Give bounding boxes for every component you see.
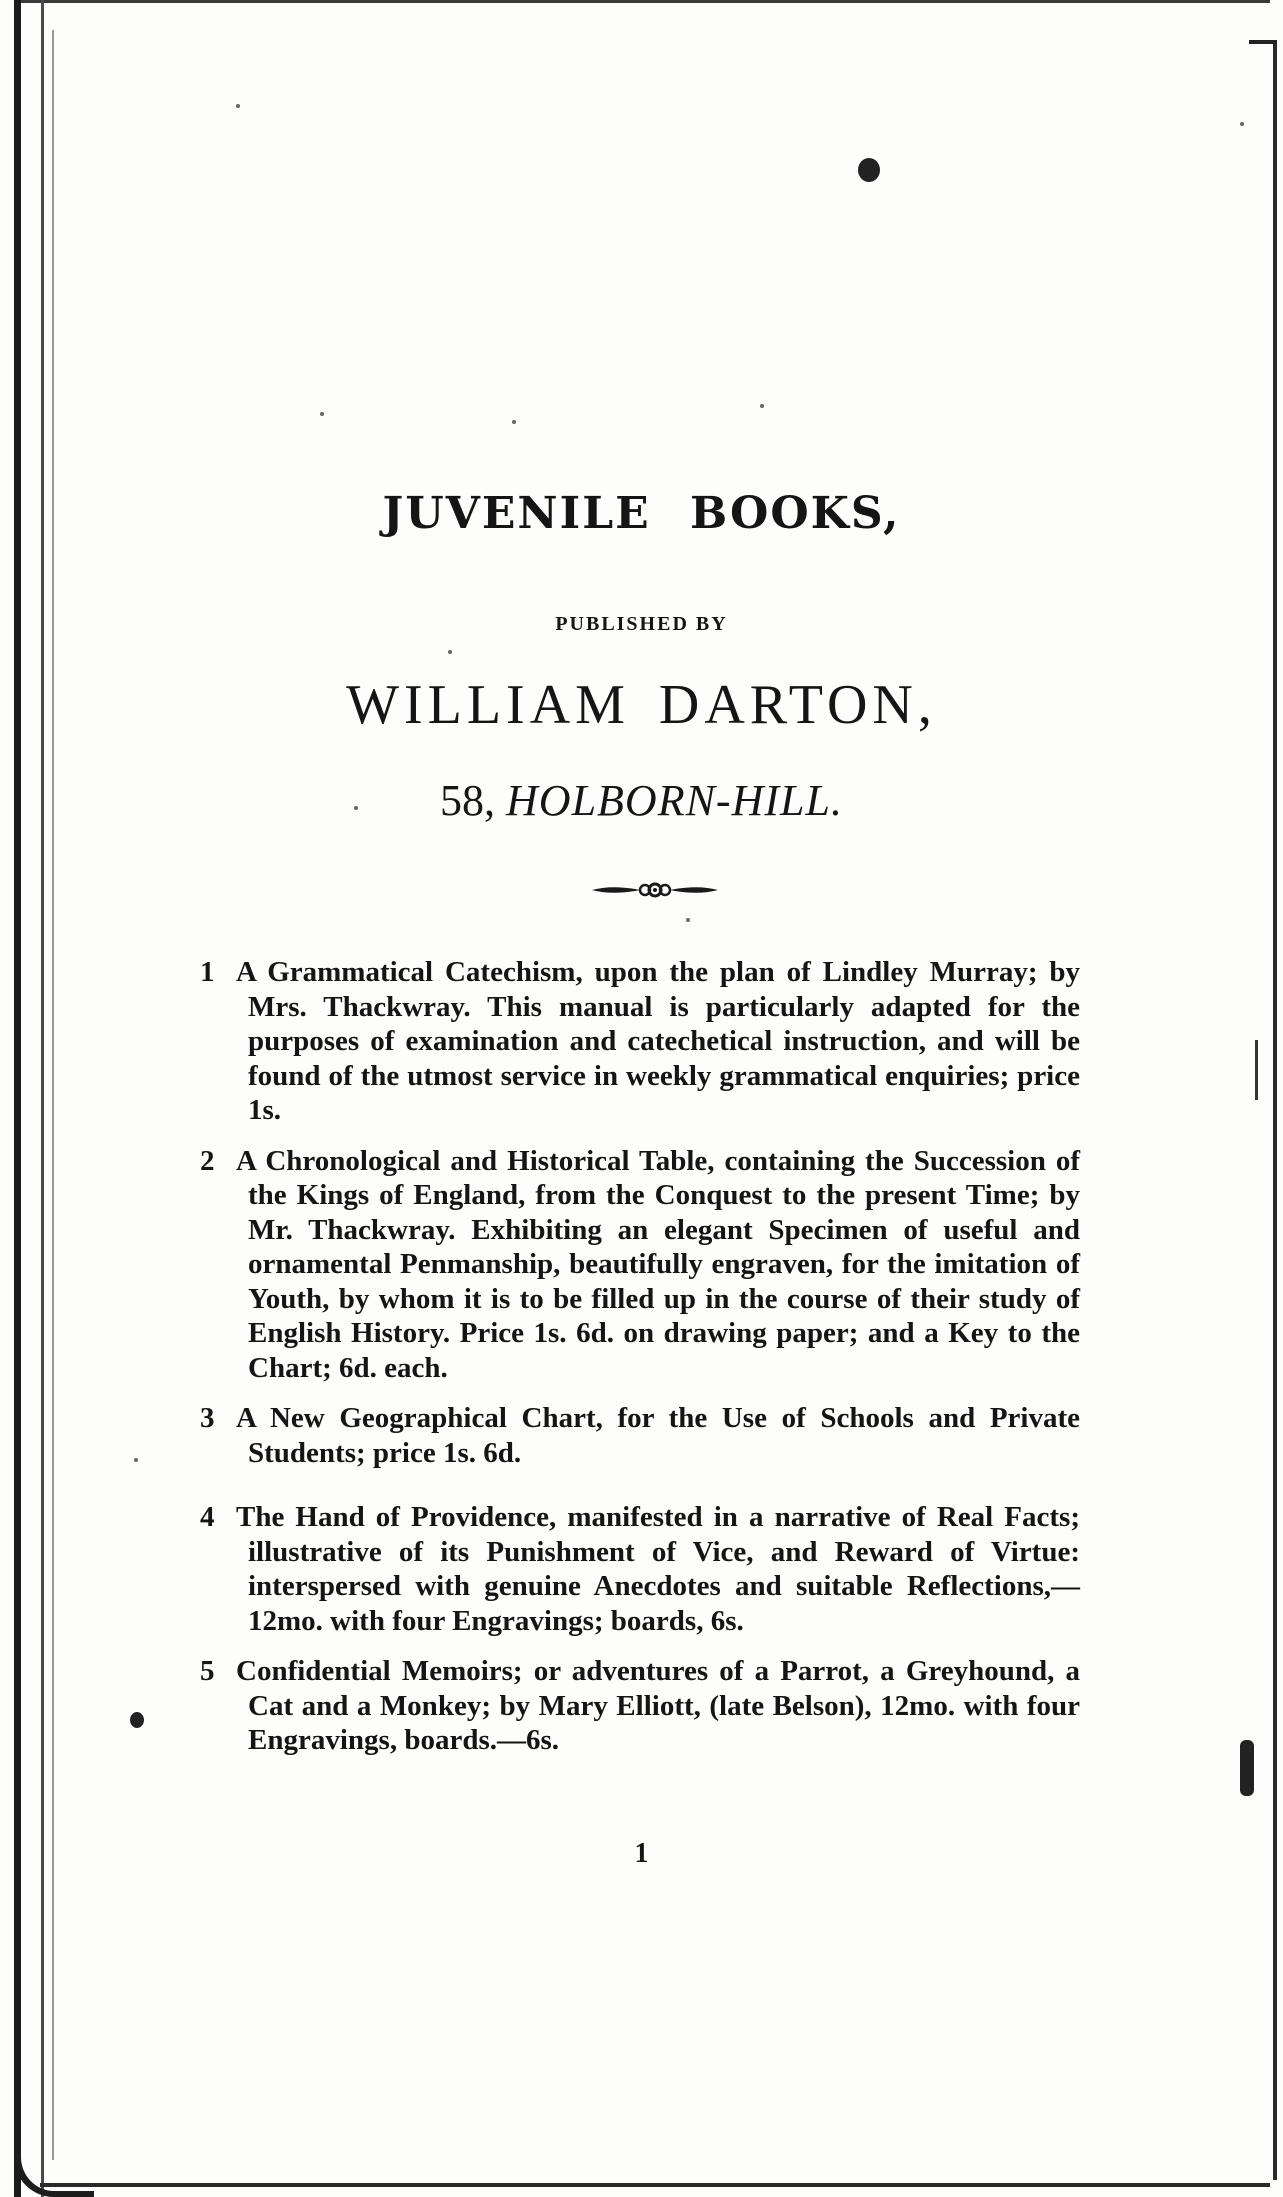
margin-mark-right <box>1255 1040 1265 1100</box>
book-entry-5 <box>200 1654 1080 1758</box>
entry-text: The Hand of Providence, manifested in a narrative of Real Facts; illustrative of its Punishment of Vice, and Reward of Virtue: interspersed with genuine Anecdotes and suitable Reflections,—12mo. with four Engravings; boards, 6s. <box>236 1501 1080 1637</box>
entry-number: 2 <box>200 1144 215 1177</box>
entry-text: A Grammatical Catechism, upon the plan of Lindley Murray; by Mrs. Thackwray. This manual is particularly adapted for the purposes of examination and catechetical instruction, and will be found of the utmost service in weekly grammatical enquiries; price 1s. <box>236 956 1080 1126</box>
entry-text: Confidential Memoirs; or adventures of a Parrot, a Greyhound, a Cat and a Monkey; by Mary Elliott, (late Belson), 12mo. with four Engravings, boards.—6s. <box>236 1655 1080 1756</box>
entry-number: 4 <box>200 1501 215 1533</box>
page-top-edge <box>20 0 1270 3</box>
book-entry-1 <box>200 955 1080 1128</box>
paper-speck <box>686 918 690 922</box>
ink-blot-top <box>858 158 880 182</box>
book-entry-4 <box>200 1500 1080 1638</box>
paper-speck <box>512 420 516 424</box>
entry-number: 5 <box>200 1655 215 1687</box>
paper-speck <box>236 104 240 108</box>
top-right-bracket <box>1249 40 1277 50</box>
entry-number: 1 <box>200 956 215 988</box>
address-street: HOLBORN-HILL. <box>506 776 843 825</box>
publisher-name: WILLIAM DARTON, <box>346 674 937 736</box>
paper-speck <box>1240 122 1244 126</box>
paper-speck <box>448 650 452 654</box>
book-entry-2 <box>200 1144 1080 1386</box>
entry-text: A New Geographical Chart, for the Use of Schools and Private Students; price 1s. 6d. <box>236 1402 1080 1469</box>
published-by-line: PUBLISHED BY <box>555 613 728 635</box>
page-title: JUVENILE BOOKS, <box>382 488 901 539</box>
publisher-address <box>0 775 1283 826</box>
page-number: 1 <box>634 1838 649 1869</box>
ornament-divider <box>590 875 720 905</box>
paper-speck <box>760 404 764 408</box>
ink-blot-left <box>130 1712 144 1728</box>
ink-blot-right <box>1240 1740 1254 1796</box>
address-number: 58, <box>440 776 496 825</box>
book-list <box>200 955 1080 1774</box>
paper-speck <box>320 412 324 416</box>
book-entry-3 <box>200 1401 1080 1470</box>
entry-text: A Chronological and Historical Table, containing the Succession of the Kings of England, from the Conquest to the present Time; by Mr. Thackwray. Exhibiting an elegant Specimen of useful and ornamental Penmanship, beautifully engraven, for the imitation of Youth, by whom it is to be filled up in the course of their study of English History. Price 1s. 6d. on drawing paper; and a Key to the Chart; 6d. each. <box>236 1144 1080 1384</box>
paper-speck <box>134 1458 138 1462</box>
page-bottom-edge <box>40 2183 1270 2187</box>
entry-number: 3 <box>200 1402 215 1434</box>
